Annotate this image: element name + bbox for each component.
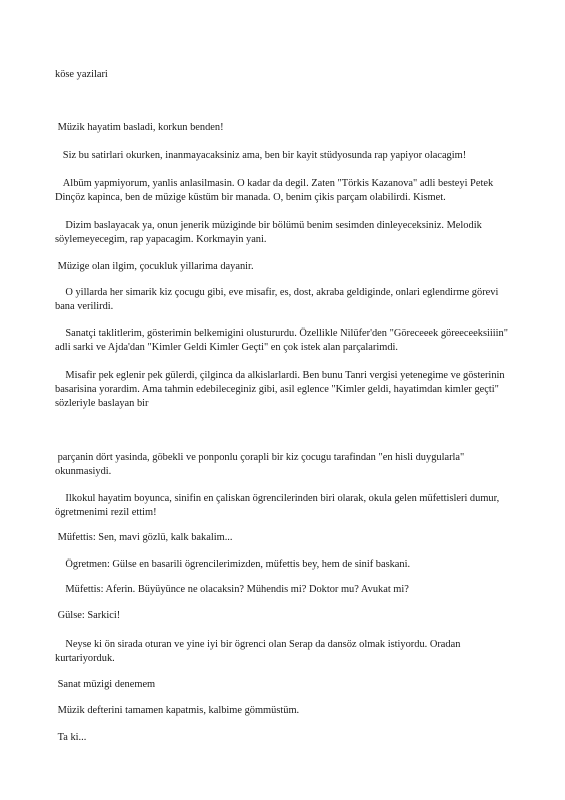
paragraph: parçanin dört yasinda, göbekli ve ponponlu çorapli bir kiz çocugu tarafindan "en hisli duygularla" okunmasiydi. [55, 452, 467, 477]
paragraph: Sanat müzigi denemem [55, 679, 156, 690]
paragraph: Müfettis: Aferin. Büyüyünce ne olacaksin? Mühendis mi? Doktor mu? Avukat mi? [55, 584, 409, 595]
paragraph: Müzige olan ilgim, çocukluk yillarima dayanir. [55, 261, 254, 272]
paragraph: Müzik hayatim basladi, korkun benden! [55, 122, 224, 133]
paragraph: O yillarda her simarik kiz çocugu gibi, eve misafir, es, dost, akraba geldiginde, onlari eglendirme görevi bana verilirdi. [55, 287, 501, 312]
paragraph: Siz bu satirlari okurken, inanmayacaksiniz ama, ben bir kayit stüdyosunda rap yapiyor olacagim! [55, 150, 467, 161]
paragraph: Albüm yapmiyorum, yanlis anlasilmasin. O kadar da degil. Zaten "Törkis Kazanova" adli besteyi Petek Dinçöz kapinca, ben de müzige küstüm bir manada. O, benim çikis parçam olabilirdi. Kismet. [55, 178, 496, 203]
paragraph: Ilkokul hayatim boyunca, sinifin en çaliskan ögrencilerinden biri olarak, okula gelen müfettisleri dumur, ögretmenimi rezil ettim! [55, 493, 502, 518]
paragraph: Sanatçi taklitlerim, gösterimin belkemigini olustururdu. Özellikle Nilüfer'den "Göreceeek göreeceeksiiiin" adli sarki ve Ajda'dan "Kimler Geldi Kimler Geçti" en çok istek alan parçalarimdi. [55, 328, 511, 353]
paragraph: Misafir pek eglenir pek gülerdi, çilginca da alkislarlardi. Ben bunu Tanri vergisi yetenegime ve gösterinin basarisina yorardim. Ama tahmin edebileceginiz gibi, asil eglence "Kimler geldi, hayatimdan kimler geçti" sözleriyle baslayan bir [55, 370, 508, 409]
section-label: köse yazilari [55, 69, 108, 80]
paragraph: Dizim baslayacak ya, onun jenerik müziginde bir bölümü benim sesimden dinleyeceksiniz. Melodik söylemeyecegim, rap yapacagim. Korkmayin yani. [55, 220, 485, 245]
paragraph: Gülse: Sarkici! [55, 610, 121, 621]
paragraph: Neyse ki ön sirada oturan ve yine iyi bir ögrenci olan Serap da dansöz olmak istiyordu. Oradan kurtariyorduk. [55, 639, 464, 664]
paragraph: Ögretmen: Gülse en basarili ögrencilerimizden, müfettis bey, hem de sinif baskani. [55, 559, 411, 570]
paragraph: Müzik defterini tamamen kapatmis, kalbime gömmüstüm. [55, 705, 300, 716]
paragraph: Ta ki... [55, 732, 87, 743]
paragraph: Müfettis: Sen, mavi gözlü, kalk bakalim... [55, 532, 233, 543]
